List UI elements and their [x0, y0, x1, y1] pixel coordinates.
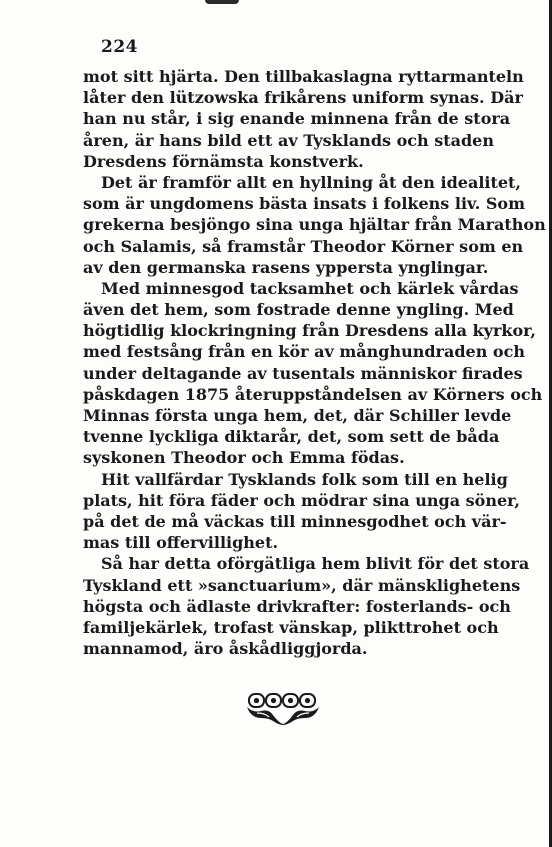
- text-line: familjekärlek, trofast vänskap, plikttrohet och: [83, 617, 499, 637]
- page-number: 224: [101, 37, 138, 57]
- text-line: Så har detta oförgätliga hem blivit för det stora: [101, 554, 530, 574]
- text-line: plats, hit föra fäder och mödrar sina unga söner,: [83, 490, 520, 510]
- body-text: [83, 66, 546, 659]
- text-line: Dresdens förnämsta konstverk.: [83, 151, 364, 171]
- text-line: låter den lützowska frikårens uniform synas. Där: [83, 88, 523, 108]
- text-line: Det är framför allt en hyllning åt den idealitet,: [101, 172, 521, 192]
- binding-mark: [205, 0, 239, 4]
- text-line: grekerna besjöngo sina unga hjältar från Marathon: [83, 215, 546, 235]
- text-line: av den germanska rasens yppersta ynglingar.: [83, 257, 489, 277]
- text-line: även det hem, som fostrade denne yngling. Med: [83, 300, 514, 320]
- text-line: påskdagen 1875 återuppståndelsen av Körners och: [83, 384, 543, 404]
- text-line: Hit vallfärdar Tysklands folk som till en helig: [101, 469, 508, 489]
- text-line: mot sitt hjärta. Den tillbakaslagna ryttarmanteln: [83, 67, 524, 86]
- text-line: under deltagande av tusentals människor firades: [83, 363, 523, 383]
- text-line: med festsång från en kör av månghundraden och: [83, 342, 525, 362]
- text-line: mas till offervillighet.: [83, 533, 279, 553]
- text-line: tvenne lyckliga diktarår, det, som sett de båda: [83, 427, 500, 447]
- text-line: mannamod, äro åskådliggjorda.: [83, 639, 368, 659]
- text-line: och Salamis, så framstår Theodor Körner som en: [83, 236, 524, 256]
- text-line: högsta och ädlaste drivkrafter: fosterlands- och: [83, 596, 511, 616]
- text-line: han nu står, i sig enande minnena från de stora: [83, 109, 511, 129]
- text-line: åren, är hans bild ett av Tysklands och staden: [83, 130, 494, 150]
- text-line: på det de må väckas till minnesgodhet och vär-: [83, 511, 507, 531]
- text-line: som är ungdomens bästa insats i folkens liv. Som: [83, 194, 526, 214]
- text-line: högtidlig klockringning från Dresdens alla kyrkor,: [83, 321, 536, 341]
- text-line: Minnas första unga hem, det, där Schiller levde: [83, 406, 512, 425]
- decorative-vignette-icon: [243, 691, 323, 725]
- text-line: Tyskland ett »sanctuarium», där mänsklighetens: [83, 575, 521, 595]
- text-line: Med minnesgod tacksamhet och kärlek vårdas: [101, 278, 519, 298]
- text-line: syskonen Theodor och Emma födas.: [83, 448, 405, 468]
